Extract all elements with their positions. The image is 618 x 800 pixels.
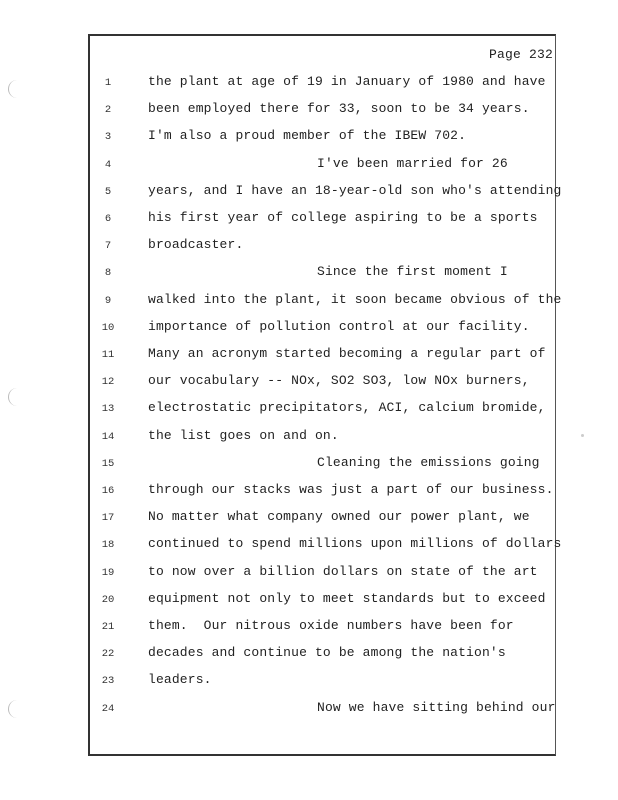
- margin-speck: [581, 434, 584, 437]
- line-text: No matter what company owned our power plant, we: [148, 509, 530, 525]
- transcript-line: [90, 346, 558, 366]
- line-number: 12: [101, 376, 115, 389]
- line-number: 14: [101, 430, 115, 443]
- line-text: electrostatic precipitators, ACI, calcium bromide,: [148, 400, 546, 416]
- transcript-line: [90, 564, 558, 584]
- transcript-line: [90, 536, 562, 556]
- line-text: been employed there for 33, soon to be 34 years.: [148, 101, 530, 117]
- line-number: 22: [101, 648, 115, 661]
- line-text: I'm also a proud member of the IBEW 702.: [148, 128, 467, 144]
- line-text: I've been married for 26: [317, 155, 508, 171]
- line-number: 8: [104, 267, 112, 280]
- transcript-line: [90, 156, 558, 176]
- line-text: his first year of college aspiring to be a sports: [148, 210, 538, 225]
- line-text: decades and continue to be among the nation's: [148, 645, 506, 661]
- line-number: 20: [101, 593, 115, 606]
- line-text: Now we have sitting behind our: [317, 699, 556, 715]
- line-number: 6: [104, 213, 112, 225]
- line-text: to now over a billion dollars on state of the art: [148, 563, 538, 579]
- line-text: Many an acronym started becoming a regular part of: [148, 346, 546, 361]
- transcript-line: [90, 455, 558, 475]
- line-number: 9: [104, 294, 112, 307]
- page-number: Page 232: [488, 47, 553, 62]
- line-text: Cleaning the emissions going: [317, 454, 540, 470]
- line-number: 23: [101, 675, 115, 688]
- transcript-line: [90, 319, 558, 339]
- line-number: 4: [104, 158, 112, 171]
- line-number: 2: [104, 104, 112, 117]
- line-text: equipment not only to meet standards but to exceed: [148, 590, 546, 606]
- transcript-line: [90, 482, 558, 502]
- line-number: 7: [104, 240, 112, 253]
- transcript-line: [90, 182, 562, 203]
- transcript-line: [90, 400, 558, 420]
- line-number: 15: [101, 457, 115, 470]
- line-text: through our stacks was just a part of our business.: [148, 482, 554, 497]
- line-text: continued to spend millions upon millions of dollars: [148, 536, 562, 552]
- line-number: 18: [101, 539, 115, 552]
- punch-hole-mark-middle: [8, 388, 19, 406]
- transcript-line: [90, 373, 558, 393]
- line-number: 1: [104, 77, 112, 89]
- transcript-line: [90, 428, 558, 448]
- line-number: 24: [101, 702, 115, 715]
- line-number: 5: [104, 185, 112, 198]
- transcript-line: [90, 128, 558, 148]
- line-text: Since the first moment I: [317, 264, 508, 280]
- transcript-line: [90, 101, 558, 121]
- transcript-line: [90, 672, 558, 692]
- transcript-line: [90, 264, 558, 284]
- transcript-line: [90, 645, 558, 665]
- transcript-line: [90, 509, 558, 529]
- line-number: 3: [104, 131, 112, 144]
- transcript-line: [90, 210, 558, 230]
- line-text: leaders.: [148, 672, 212, 688]
- transcript-line: [90, 591, 558, 611]
- line-text: the plant at age of 19 in January of 1980 and have: [148, 74, 546, 89]
- transcript-line: [90, 700, 558, 720]
- punch-hole-mark-top: [8, 80, 19, 98]
- line-number: 16: [101, 485, 115, 497]
- transcript-page-frame: [88, 34, 562, 756]
- line-number: 13: [101, 403, 115, 416]
- line-number: 10: [101, 321, 115, 334]
- punch-hole-mark-bottom: [8, 700, 19, 718]
- transcript-line: [90, 291, 562, 312]
- line-number: 19: [101, 566, 115, 579]
- line-text: the list goes on and on.: [148, 427, 339, 443]
- line-number: 21: [101, 621, 115, 633]
- line-text: our vocabulary -- NOx, SO2 SO3, low NOx burners,: [148, 373, 530, 389]
- line-text: years, and I have an 18-year-old son who's attending: [148, 182, 562, 198]
- line-text: them. Our nitrous oxide numbers have been for: [148, 618, 514, 633]
- transcript-line: [90, 237, 558, 257]
- transcript-line: [90, 74, 558, 94]
- line-number: 11: [101, 349, 115, 361]
- transcript-line: [90, 618, 558, 638]
- line-text: broadcaster.: [148, 237, 244, 253]
- line-number: 17: [101, 512, 115, 525]
- line-text: walked into the plant, it soon became obvious of the: [148, 291, 562, 307]
- line-text: importance of pollution control at our facility.: [148, 318, 530, 334]
